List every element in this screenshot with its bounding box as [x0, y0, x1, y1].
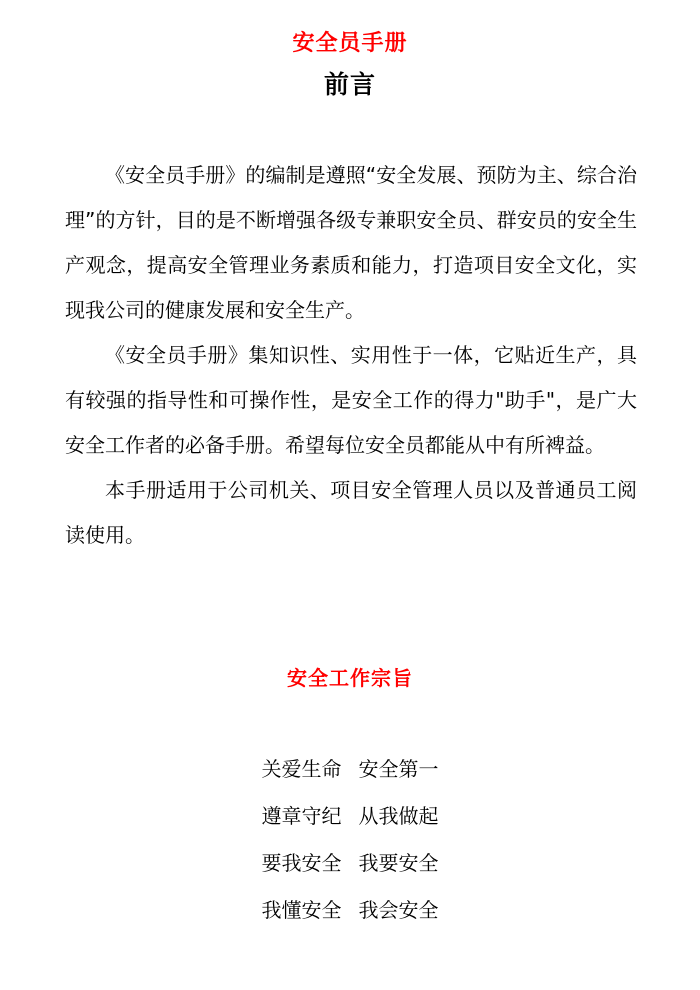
- slogan-line-1: [0, 746, 700, 793]
- preface-paragraph-3: 本手册适用于公司机关、项目安全管理人员以及普通员工阅读使用。: [65, 478, 637, 547]
- slogan-4-left: 我懂安全: [261, 898, 342, 922]
- slogan-2-right: 从我做起: [358, 804, 439, 828]
- slogan-list: [0, 746, 700, 934]
- preface-paragraph-2: 《安全员手册》集知识性、实用性于一体，它贴近生产，具有较强的指导性和可操作性，是安全工作的得力"助手"，是广大安全工作者的必备手册。希望每位安全员都能从中有所裨益。: [65, 343, 637, 457]
- slogan-line-4: [0, 887, 700, 934]
- preface-paragraph-1: 《安全员手册》的编制是遵照“安全发展、预防为主、综合治理”的方针，目的是不断增强各级专兼职安全员、群安员的安全生产观念，提高安全管理业务素质和能力，打造项目安全文化，实现我公司的健康发展和安全生产。: [65, 163, 637, 322]
- slogan-1-left: 关爱生命: [261, 757, 342, 781]
- document-title: 安全员手册: [292, 31, 408, 56]
- slogan-4-right: 我会安全: [358, 898, 439, 922]
- slogan-1-right: 安全第一: [358, 757, 439, 781]
- preface-heading: 前言: [323, 70, 376, 99]
- slogan-line-2: [0, 793, 700, 840]
- preface-body: [65, 153, 637, 558]
- slogan-2-left: 遵章守纪: [261, 804, 342, 828]
- safety-motto-heading: 安全工作宗旨: [287, 666, 413, 690]
- slogan-3-right: 我要安全: [358, 851, 439, 875]
- slogan-3-left: 要我安全: [261, 851, 342, 875]
- slogan-line-3: [0, 840, 700, 887]
